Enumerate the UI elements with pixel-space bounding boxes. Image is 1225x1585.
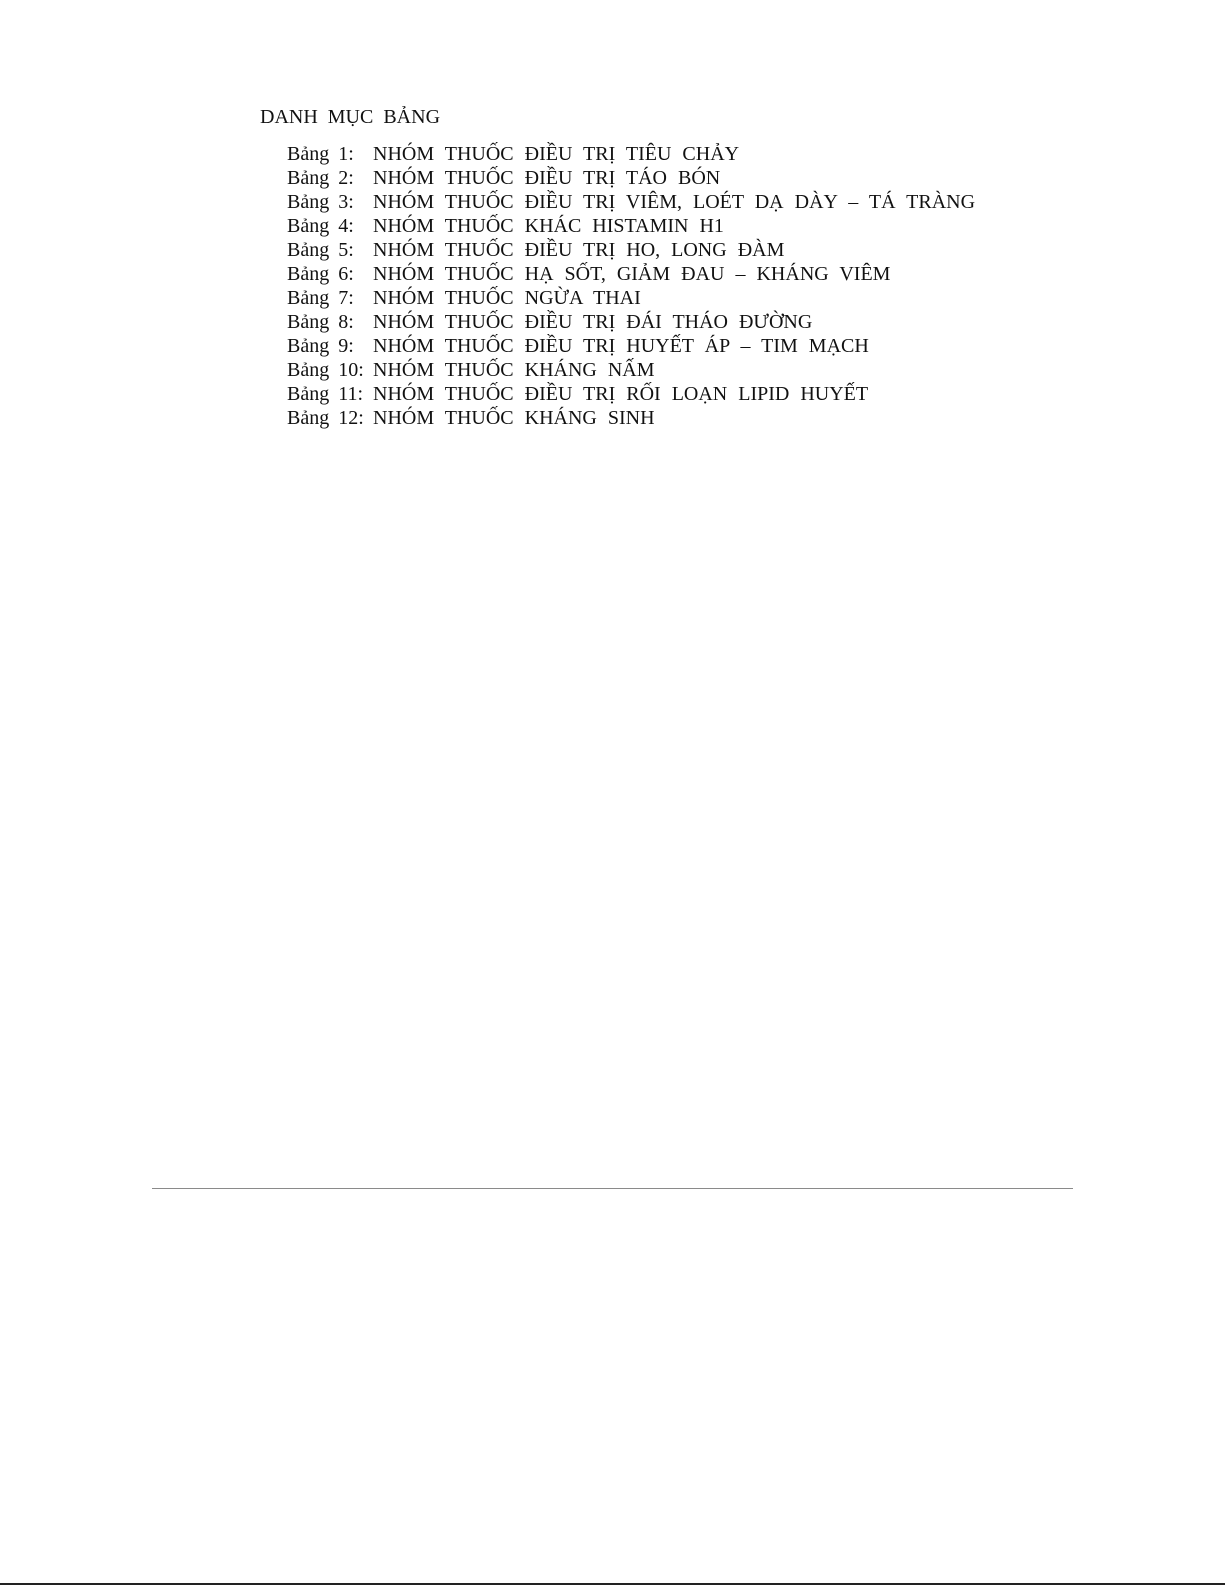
table-list: [287, 142, 975, 430]
table-title: NHÓM THUỐC ĐIỀU TRỊ HUYẾT ÁP – TIM MẠCH: [373, 335, 869, 357]
list-item: [287, 382, 975, 406]
table-label: Bảng 5:: [287, 239, 354, 261]
list-item: [287, 262, 975, 286]
list-item: [287, 358, 975, 382]
list-item: [287, 214, 975, 238]
table-label: Bảng 7:: [287, 287, 354, 309]
table-label: Bảng 3:: [287, 191, 354, 213]
table-label: Bảng 4:: [287, 215, 354, 237]
table-label: Bảng 10:: [287, 359, 364, 381]
table-title: NHÓM THUỐC ĐIỀU TRỊ HO, LONG ĐÀM: [373, 239, 785, 261]
bottom-divider: [152, 1188, 1073, 1189]
list-item: [287, 166, 975, 190]
table-title: NHÓM THUỐC KHÁNG SINH: [373, 407, 655, 429]
table-title: NHÓM THUỐC HẠ SỐT, GIẢM ĐAU – KHÁNG VIÊM: [373, 263, 891, 285]
table-title: NHÓM THUỐC ĐIỀU TRỊ TIÊU CHẢY: [373, 143, 740, 165]
list-item: [287, 238, 975, 262]
table-title: NHÓM THUỐC NGỪA THAI: [373, 287, 641, 309]
list-item: [287, 190, 975, 214]
table-label: Bảng 11:: [287, 383, 364, 405]
table-title: NHÓM THUỐC ĐIỀU TRỊ RỐI LOẠN LIPID HUYẾT: [373, 383, 869, 405]
list-item: [287, 142, 975, 166]
table-title: NHÓM THUỐC ĐIỀU TRỊ VIÊM, LOÉT DẠ DÀY – TÁ TRÀNG: [373, 191, 976, 213]
table-label: Bảng 1:: [287, 143, 354, 165]
list-item: [287, 406, 975, 430]
table-title: NHÓM THUỐC ĐIỀU TRỊ TÁO BÓN: [373, 167, 721, 189]
table-label: Bảng 2:: [287, 167, 354, 189]
table-title: NHÓM THUỐC KHÁNG NẤM: [373, 359, 655, 381]
list-item: [287, 334, 975, 358]
table-label: Bảng 6:: [287, 263, 354, 285]
page-title: DANH MỤC BẢNG: [260, 106, 441, 128]
list-item: [287, 310, 975, 334]
table-title: NHÓM THUỐC KHÁC HISTAMIN H1: [373, 215, 724, 237]
table-label: Bảng 12:: [287, 407, 364, 429]
table-title: NHÓM THUỐC ĐIỀU TRỊ ĐÁI THÁO ĐƯỜNG: [373, 311, 813, 333]
list-item: [287, 286, 975, 310]
table-label: Bảng 8:: [287, 311, 354, 333]
table-label: Bảng 9:: [287, 335, 354, 357]
